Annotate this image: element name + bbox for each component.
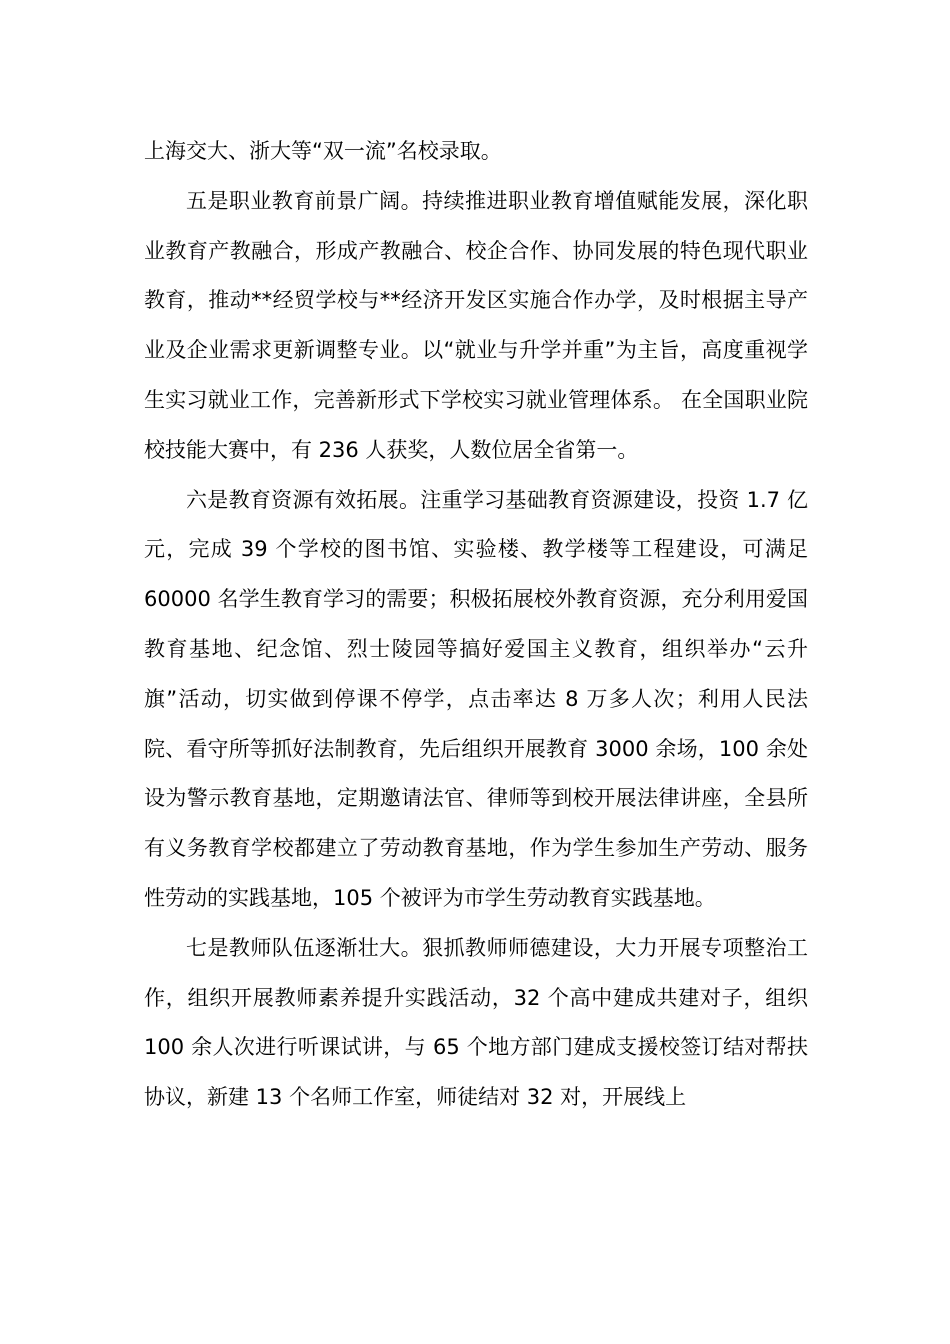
paragraph-education-resources: 六是教育资源有效拓展。注重学习基础教育资源建设，投资 1.7 亿元，完成 39 个学校的图书馆、实验楼、教学楼等工程建设，可满足 60000 名学生教育学习的需要；积极拓展校外教育资源，充分利用爱国教育基地、纪念馆、烈士陵园等搞好爱国主义教育，组织举办“云升旗”活动，切实做到停课不停学，点击率达 8 万多人次；利用人民法院、看守所等抓好法制教育，先后组织开展教育 3000 余场，100 余处设为警示教育基地，定期邀请法官、律师等到校开展法律讲座，全县所有义务教育学校都建立了劳动教育基地，作为学生参加生产劳动、服务性劳动的实践基地，105 个被评为市学生劳动教育实践基地。 bbox=[144, 487, 808, 910]
paragraph-vocational-education: 五是职业教育前景广阔。持续推进职业教育增值赋能发展，深化职业教育产教融合，形成产教融合、校企合作、协同发展的特色现代职业教育，推动**经贸学校与**经济开发区实施合作办学，及时根据主导产业及企业需求更新调整专业。以“就业与升学并重”为主旨，高度重视学生实习就业工作，完善新形式下学校实习就业管理体系。 在全国职业院校技能大赛中，有 236 人获奖，人数位居全省第一。 bbox=[144, 188, 808, 462]
paragraph-continuation: 上海交大、浙大等“双一流”名校录取。 bbox=[144, 139, 502, 163]
paragraph-teacher-team: 七是教师队伍逐渐壮大。狠抓教师师德建设，大力开展专项整治工作，组织开展教师素养提升实践活动，32 个高中建成共建对子，组织 100 余人次进行听课试讲，与 65 个地方部门建成支援校签订结对帮扶协议，新建 13 个名师工作室，师徒结对 32 对，开展线上 bbox=[144, 935, 808, 1110]
document-body bbox=[144, 127, 808, 1123]
